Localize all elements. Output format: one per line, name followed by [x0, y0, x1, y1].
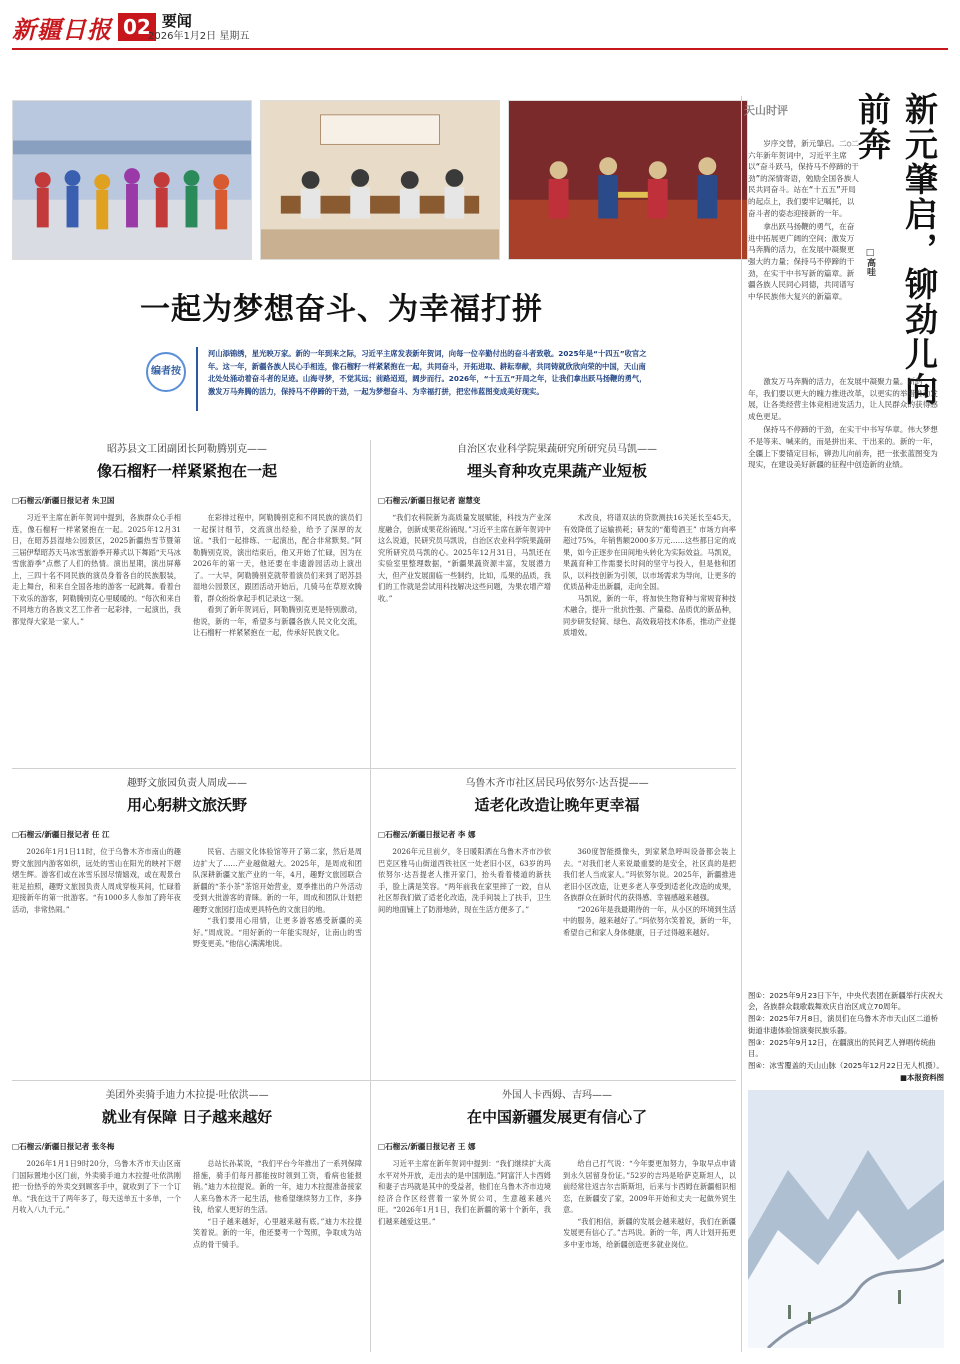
article-paragraph: 民宿、古丽文化体验馆等开了第二家，然后是周边扩大了……产业越做越大。2025年，是周成和团队深耕新疆文旅产业的一年，4月，趣野文旅园联合新疆的“茶小茶”茶馆开始营业，夏季推出的户外活动受到大批游客的青睐。新的一年，周成和团队计划把趣野文旅园打造成更具特色的文旅目的地。: [193, 847, 362, 914]
commentary-paragraph: 拿出跃马扬鞭的勇气，在奋进中拓展更广阔的空间；激发万马奔腾的活力，在发展中凝聚更强大的力量；保持马不停蹄的干劲，在实干中书写新的篇章。新疆各族人民同心同德，共同谱写中华民族伟大复兴的新篇章。: [748, 222, 855, 301]
article-paragraph: 在彩排过程中，阿勒腾别克和不同民族的演员们一起探讨细节，交流演出经验，给予了深厚的友谊。“我们一起排练、一起演出，配合非常默契。”阿勒腾别克说，演出结束后，他又开始了忙碌，因为在2026年的第一天，他还要在非遗游园活动上演出了。一大早，阿勒腾别克就带着演员们来到了昭苏县湿地公园景区，跟团活动开始后，几骑马在草原欢腾着，群众纷纷拿起手机记录这一刻。: [193, 513, 362, 603]
article-paragraph: “2026年是我最期待的一年，从小区的环境到生活中的服务，越来越好了。”玛依努尔笑着说，新的一年，希望自己和家人身体健康，日子过得越来越好。: [563, 904, 736, 937]
caption: 图③：2025年9月12日，在疆演出的民间艺人弹唱传统曲目。: [748, 1037, 936, 1059]
article-delivery-rider: [12, 1086, 362, 1352]
editor-note-text: 河山添锦绣，星光映万家。新的一年到来之际，习近平主席发表新年贺词，向每一位辛勤付出的奋斗者致敬。2025年是“十四五”收官之年。这一年，新疆各族人民心手相连，像石榴籽一样紧紧抱在一起，共同奋斗，开拓进取、耕耘奉献，共同铸就欣欣向荣的中国，天山南北处处涌动着奋斗者的足迹。山海寻梦，不觉其远；前路迢迢，阔步而行。2026年，“十五五”开局之年，让我们拿出跃马扬鞭的勇气，激发万马奔腾的活力，保持马不停蹄的干劲，一起为梦想奋斗、为幸福打拼，把宏伟蓝图变成美好现实。: [208, 349, 647, 396]
photo-dancers: [12, 100, 252, 260]
article-paragraph: “我们要用心用情，让更多游客感受新疆的美好。”周成说。“用好新的一年能实现好，让南山的雪野变更美。”他信心满满地说。: [193, 916, 362, 948]
photo-credit: ■本报资料图: [900, 1073, 944, 1083]
article-kicker: 自治区农业科学院果蔬研究所研究员马凯——: [457, 444, 657, 455]
article-kicker: 美团外卖骑手迪力木拉提·吐依洪——: [105, 1090, 269, 1101]
article-paragraph: “日子越来越好，心里越来越有底。”迪力木拉提笑着说。新的一年，他还要考一个驾照，争取成为站点的骨干骑手。: [193, 1216, 362, 1249]
article-byline: □石榴云/新疆日报记者 张冬梅: [12, 1142, 115, 1151]
article-kicker: 昭苏县文工团副团长阿勒腾别克——: [107, 444, 267, 455]
photo-captions: [748, 990, 944, 1085]
article-pomegranate: [12, 440, 362, 758]
article-paragraph: 习近平主席在新年贺词中提到，各族群众心手相连，像石榴籽一样紧紧抱在一起。2025年12月31日，在昭苏县湿地公园景区，2025新疆热雪节暨第三届伊犁昭苏天马冰雪旅游季开幕式以下舞蹈“天马冰雪旅游季”点燃了人们的热情。演出星期，演出屏幕上，三四十名不同民族的演员身着各自的民族服装，走上舞台，和来自全国各地的游客一起跳舞。看着台下欢乐的游客，阿勒腾别克心里暖暖的。“每次和来自不同地方的各族文艺工作者一起彩排，一起演出，我都觉得大家是一家人。”: [12, 513, 181, 626]
article-byline: □石榴云/新疆日报记者 王 娜: [378, 1142, 476, 1151]
section-divider: [12, 1080, 736, 1081]
article-byline: □石榴云/新疆日报记者 李 娜: [378, 830, 476, 839]
article-paragraph: “我们农科院新为高质量发展赋能，科技为产业深度融合，创新成果花纷涌现。”习近平主席在新年贺词中这么说道，民研究员马凯说，自治区农业科学院果蔬研究所研究员马凯的心。2025年12月31日，马凯还在实验室里整理数据，“新疆果蔬资源丰富，发展潜力大，但产业发展面临一些制约，比如，瓜果的品质，我们的工作就是尝试用科技解决这些问题，为果农增产增收。”: [378, 513, 551, 603]
article-paragraph: 2026年1月1日9时20分，乌鲁木齐市天山区南门国际置地小区门前，外卖骑手迪力木拉提·吐依洪刚把一份热乎的外卖交到顾客手中，就收到了下一个订单。“我在这干了两年多了，每天送单五十多单，一个月收入八九千元。”: [12, 1159, 181, 1214]
commentary-author: □高哇: [865, 248, 875, 276]
commentary-body: [748, 138, 860, 304]
article-kicker: 乌鲁木齐市社区居民玛依努尔·达吾提——: [465, 778, 649, 789]
editor-note-badge: 编者按: [146, 352, 186, 392]
commentary-paragraph: 保持马不停蹄的干劲，在实干中书写华章。伟大梦想不是等来、喊来的，而是拼出来、干出来的。新的一年，全疆上下要锚定目标，铆劲儿向前奔，把一张张蓝图变为现实，在建设美好新疆的征程中创造新的业绩。: [748, 425, 938, 470]
article-paragraph: 给自己打气说：“今年要更加努力，争取早点申请到永久居留身份证。”52岁的吉玛是哈萨克斯坦人，以前经常往返吉尔吉斯斯坦，后来与卡西姆在新疆相识相恋，在新疆安了家，2009年开始和丈夫一起做外贸生意。: [563, 1159, 736, 1214]
article-paragraph: 看到了新年贺词后，阿勒腾别克更是特别激动，他说，新的一年，希望多与新疆各族人民文化交流，让石榴籽一样紧紧抱在一起，传承好民族文化。: [193, 605, 362, 637]
article-title: 就业有保障 日子越来越好: [101, 1108, 273, 1126]
article-kicker: 趣野文旅园负责人周成——: [127, 778, 247, 789]
article-paragraph: 术改良，将谱双法的贷款测扶16关延长至45天，有效降低了运输损耗；研发的“葡萄酒王” 市场方向率超过75%，年销售额2000多万元……这些都日定的成果，如今正逐步在田间地头转化为实际效益。马凯说，果蔬育种工作需要长时间的坚守与投入，但是他和团队，以科技创新为引领，以市场需求为导向，让更多的优质品种走出新疆，走向全国。: [563, 513, 736, 591]
article-paragraph: 马凯说，新的一年，将加快生物育种与常规育种技术融合，提升一批抗性强、产量稳、品质优的新品种，同步研发轻简、绿色、高效栽培技术体系，推动产业提质增效。: [563, 593, 736, 637]
article-byline: □石榴云/新疆日报记者 谢慧变: [378, 496, 481, 505]
photo-music-class: [260, 100, 500, 260]
caption: 图①：2025年9月23日下午，中央代表团在新疆举行庆祝大会，各族群众载歌载舞欢庆自治区成立70周年。: [748, 991, 943, 1012]
article-paragraph: 2026年1月1日11时，位于乌鲁木齐市南山的趣野文旅园内游客如织，远处的雪山在阳光的映衬下熠熠生辉。游客们或在冰雪乐园尽情嬉戏，或在观景台驻足拍照，趣野文旅园负责人周成穿梭其间，忙碌着迎接新年的第一批游客。“有1000多人参加了跨年夜活动，非常热闹。”: [12, 847, 181, 914]
newspaper-logo: 新疆日报: [12, 14, 112, 44]
article-byline: □石榴云/新疆日报记者 任 江: [12, 830, 110, 839]
commentary-brand: 天山时评: [744, 104, 788, 117]
article-title: 用心躬耕文旅沃野: [126, 796, 247, 814]
article-paragraph: 总站长孙某说，“我们平台今年推出了一系列保障措施，骑手们每月都能按时领到工资，看病也能报销。”迪力木拉提说。新的一年，迪力木拉提准备接家人来乌鲁木齐一起生活，他希望继续努力工作，多挣钱，给家人更好的生活。: [193, 1159, 363, 1214]
article-foreign-traders: [378, 1086, 736, 1352]
article-paragraph: 360度智能摄像头，到家紧急呼叫设备都会装上去。“对我们老人来说最重要的是安全，社区真的是把我们老人当成家人。”玛依努尔说。2025年，新疆推进老旧小区改造，让更多老人享受到适老化改造的成果，各族群众在新时代的获得感、幸福感越来越强。: [563, 847, 736, 902]
article-byline: □石榴云/新疆日报记者 朱卫国: [12, 496, 115, 505]
article-paragraph: 习近平主席在新年贺词中提到：“我们继续扩大高水平对外开放，走出去的是中国制造。”阿富汗人卡西姆和妻子吉玛就是其中的受益者，他们在乌鲁木齐市边境经济合作区经营着一家外贸公司，生意越来越兴旺。“2026年1月1日，我们在新疆的第十个新年，我们越来越爱这里。”: [378, 1159, 551, 1226]
article-title: 埋头育种攻克果蔬产业短板: [466, 462, 647, 480]
photo-folk-performers: [508, 100, 748, 260]
article-title: 适老化改造让晚年更幸福: [474, 796, 640, 814]
article-paragraph: 2026年元旦前夕，冬日暖阳洒在乌鲁木齐市沙依巴克区雅马山街道西铁社区一处老旧小区，63岁的玛依努尔·达吾提老人推开家门，抬头看着楼道的新扶手，脸上满是笑容。“两年前我在家里摔了一跤，自从社区帮我们做了适老化改造，洗手间装上了扶手，卫生间的地面铺上了防滑地砖，现在生活方便多了。”: [378, 847, 551, 914]
masthead-rule: [12, 48, 948, 50]
page-number: 02: [118, 13, 156, 41]
commentary-body-continued: [748, 376, 944, 473]
article-title: 像石榴籽一样紧紧抱在一起: [96, 462, 277, 480]
column-divider: [370, 440, 371, 1352]
dateline: 2026年1月2日 星期五: [148, 31, 250, 42]
photo-snow-mountains: [748, 1090, 944, 1348]
article-agriculture: [378, 440, 736, 758]
commentary-paragraph: 岁序交替，新元肇启。二○二六年新年贺词中，习近平主席以“奋斗跃马，保持马不停蹄的干劲”的深情寄语，勉励全国各族人民共同奋斗。站在“十五五”开局的起点上，我们要牢记嘱托，以奋斗者的姿态迎接新的一年。: [748, 139, 859, 218]
commentary-paragraph: 激发万马奔腾的活力，在发展中凝聚力量。新的一年，我们要以更大的魄力推进改革，以更实的举措推动发展，让各类经营主体竞相迸发活力，让人民群众的获得感成色更足。: [748, 377, 938, 421]
section-title: 要闻: [161, 11, 192, 30]
commentary-title: 新元肇启，铆劲儿向前奔: [853, 92, 939, 407]
caption: 图④：冰雪覆盖的天山山脉（2025年12月22日无人机摄）。: [748, 1061, 944, 1071]
caption: 图②：2025年7月8日，演员们在乌鲁木齐市天山区二道桥街道非遗体验馆演奏民族乐器。: [748, 1014, 939, 1035]
article-paragraph: “我们相信，新疆的发展会越来越好，我们在新疆发展更有信心了。”吉玛说。新的一年，两人计划开拓更多中亚市场，给新疆创造更多就业岗位。: [563, 1216, 736, 1249]
article-title: 在中国新疆发展更有信心了: [466, 1108, 647, 1126]
editor-note-rule: [196, 347, 198, 411]
article-kicker: 外国人卡西姆、吉玛——: [502, 1090, 612, 1101]
column-divider: [741, 96, 742, 1352]
article-elderly-care: [378, 774, 736, 1074]
article-tourism: [12, 774, 362, 1074]
section-divider: [12, 768, 736, 769]
main-headline: 一起为梦想奋斗、为幸福打拼: [140, 292, 543, 327]
